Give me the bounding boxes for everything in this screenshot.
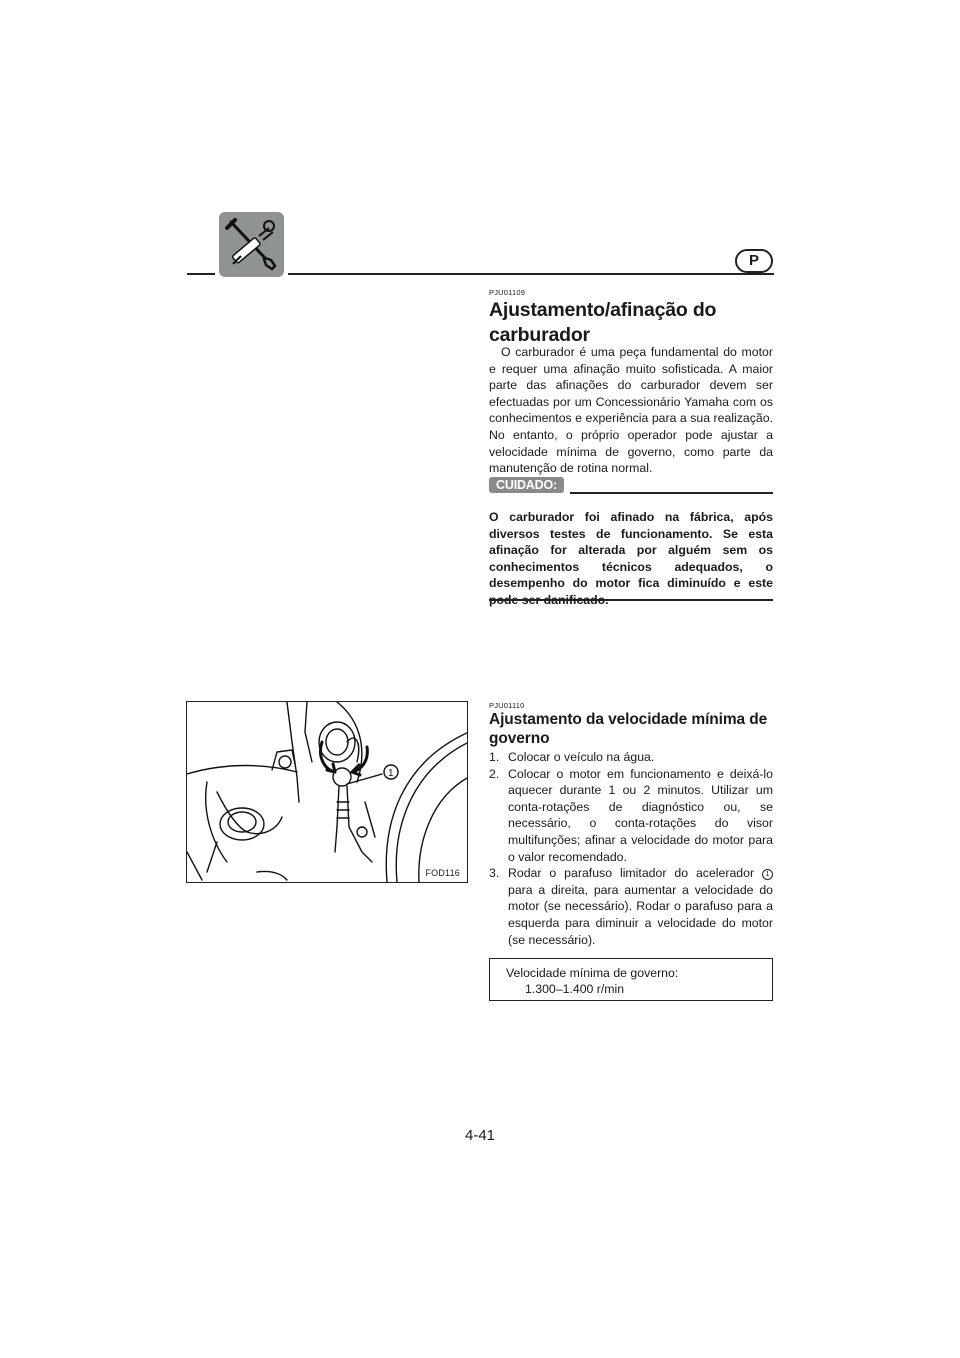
caution-end-rule <box>489 599 773 601</box>
caution-badge: CUIDADO: <box>489 477 564 493</box>
steps-list <box>489 749 773 948</box>
section-title-line1: Ajustamento/afinação do <box>489 299 717 321</box>
caution-rule <box>570 492 773 494</box>
section-title-line2: carburador <box>489 324 590 346</box>
ref-circle-1: 1 <box>762 869 773 880</box>
step-item: 2. Colocar o motor em funcionamento e deixá-lo aquecer durante 1 ou 2 minutos. Utilizar um conta-rotações de diagnóstico ou, se necessário, o conta-rotações do visor multifunções; afinar a velocidade do motor para o valor recomendado. <box>489 766 773 864</box>
section-code: PJU01109 <box>489 288 526 297</box>
page-number: 4-41 <box>464 1127 496 1144</box>
carburator-illustration <box>186 701 468 883</box>
header-rule-left <box>187 273 215 275</box>
step-item: 3. Rodar o parafuso limitador do acelerador 1 para a direita, para aumentar a velocidade do motor (se necessário). Rodar o parafuso para a esquerda para diminuir a velocidade do motor (se necessário). <box>489 866 773 947</box>
callout-1: 1 <box>388 768 394 779</box>
figure-code: FOD116 <box>425 868 460 878</box>
header-rule-right <box>288 273 774 275</box>
spec-box <box>489 958 773 1001</box>
spec-label: Velocidade mínima de governo: <box>506 966 679 980</box>
step-item: 1. Colocar o veículo na água. <box>489 750 655 764</box>
section2-code: PJU01110 <box>489 701 525 710</box>
tools-icon <box>219 212 284 277</box>
caution-text: O carburador foi afinado na fábrica, após diversos testes de funcionamento. Se esta afinação for alterada por alguém sem os conhecimentos técnicos adequados, o desempenho do motor fica diminuído e este <box>489 510 773 591</box>
spec-value: 1.300–1.400 r/min <box>525 982 625 996</box>
caution-header <box>489 477 773 493</box>
intro-paragraph: O carburador é uma peça fundamental do motor e requer uma afinação muito sofisticada. A maior parte das afinações do carburador devem ser efectuadas por um Concessionário Yamaha com os conhecimentos e experiência para a sua realização. No entanto, o próprio operador pode ajustar a velocidade mínima de governo, como parte da manutenção de rotina normal. <box>489 345 773 476</box>
language-badge: P <box>735 249 773 273</box>
section2-title: Ajustamento da velocidade mínima de governo <box>489 711 768 747</box>
section-title <box>489 298 773 348</box>
